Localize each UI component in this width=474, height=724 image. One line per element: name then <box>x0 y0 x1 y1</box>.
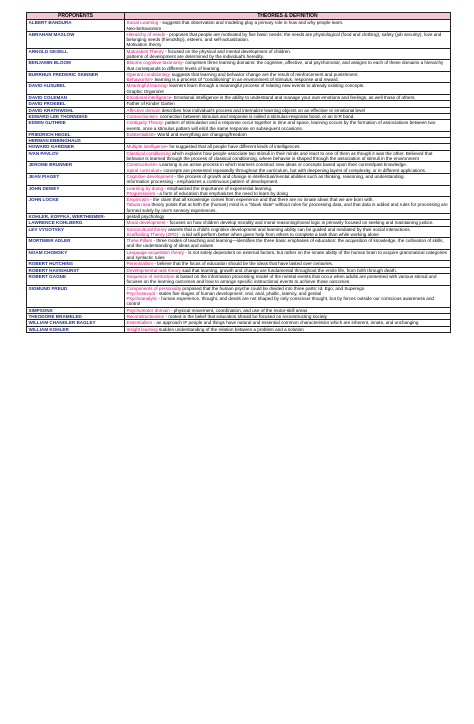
theory-line <box>127 314 449 319</box>
proponent-name: JEAN PIAGET <box>28 173 60 179</box>
theory-line <box>127 132 449 137</box>
proponent-name: EDWARD LEE THORNDIKE <box>28 113 88 119</box>
proponent-cell <box>27 60 125 72</box>
theory-name: Contiguity Theory <box>126 120 163 126</box>
proponent-name: ABRAHAM MASLOW <box>28 31 75 37</box>
theory-name: Multiple intelligence <box>126 144 167 150</box>
theory-name: Constructivism <box>126 162 157 168</box>
theory-cell <box>125 48 451 60</box>
table-row <box>27 273 451 285</box>
theory-definition: - comprises three learning domains: the cognitive, affective, and psychomotor, and assigns to each of these domains a hierarchy that corresponds to different levels of learning. <box>126 60 444 71</box>
theory-cell <box>125 83 451 95</box>
theory-definition: patterns of development are determined by the individual's heredity. <box>126 53 264 59</box>
proponent-name: BENJAMIN BLOOM <box>28 60 71 66</box>
theory-line <box>127 320 449 325</box>
theory-cell <box>125 95 451 101</box>
theory-name: Essentialism <box>126 320 153 326</box>
proponent-name: FRIEDRICH HEGEL <box>28 131 71 137</box>
theory-line <box>127 77 449 82</box>
theory-line <box>127 214 449 219</box>
table-header-row <box>27 13 451 20</box>
table-row <box>27 285 451 307</box>
theory-name: Behaviorism <box>126 77 152 83</box>
theory-name: Affective domain <box>126 107 161 113</box>
theory-line <box>127 274 449 285</box>
proponent-cell <box>27 48 125 60</box>
theory-definition: Motivation theory <box>126 42 162 48</box>
theory-definition: - focused on the physical and mental development of children. <box>163 48 292 54</box>
theory-definition: - suggests that learning and behavior change are the result of reinforcement and punishment. <box>168 71 359 77</box>
proponent-cell <box>27 238 125 250</box>
theory-line <box>127 108 449 113</box>
theory-definition: said that learning, growth and change are fundamental throughout the entire life, from birth through death. <box>180 267 397 273</box>
theory-definition: - the process of growth and change in intellectual/mental abilities such as thinking, reasoning, and understanding. <box>173 173 405 179</box>
proponent-name: BURRHUS FREDERIC SKINNER <box>28 71 99 77</box>
proponent-name: JOHN LOCKE <box>28 197 59 203</box>
theory-definition: - the claim that all knowledge comes from experience and that there are no innate ideas that we are born with. <box>148 197 374 203</box>
table-row <box>27 71 451 83</box>
theory-name: Psychosexual <box>126 290 155 296</box>
theory-cell <box>125 238 451 250</box>
proponents-header: PROPONENTS <box>27 13 125 20</box>
theory-definition: is based on the information processing model of the mental events that occur when adults are presented with various stimuli and focuses on the learning outcomes and how to arrange specific instructional events to achieve those outcomes. <box>126 273 437 285</box>
theory-cell <box>125 31 451 48</box>
proponent-name: DAVID AUSUBEL <box>28 83 66 89</box>
theory-name: Classical conditioning <box>126 150 171 156</box>
theory-definition: - a kid will perform better when given help from others to complete a task than while working alone <box>178 231 379 237</box>
theory-cell <box>125 162 451 174</box>
table-row <box>27 60 451 72</box>
theory-name: Blooms cognitive taxonomy <box>126 60 183 66</box>
document-page <box>26 12 450 333</box>
theory-definition: - Learning is an active process in which learners construct new ideas or concepts based upon their current/past knowledge. <box>156 162 408 168</box>
theory-line <box>127 120 449 131</box>
theory-definition: - emphasized the importance of experiential learning. <box>163 185 273 191</box>
table-row <box>27 238 451 250</box>
theory-definition: - human experience, thought, and deeds are not shaped by only conscious thought, but by forces outside our conscious awareness and control <box>126 296 434 307</box>
theory-line <box>127 151 449 162</box>
proponent-name: ALBERT BANDURA <box>28 20 72 26</box>
proponent-name: JOHN DEWEY <box>28 185 60 191</box>
proponent-name: MORTIMER ADLER <box>28 238 71 244</box>
theory-line <box>127 26 449 31</box>
proponent-cell <box>27 197 125 214</box>
theory-line <box>127 202 449 213</box>
theory-name: Three Pillars <box>126 238 153 244</box>
theory-definition: gestalt psychology <box>126 214 165 219</box>
theory-definition: - three modes of teaching and learning—identifies the three basic emphases of education: the acquisition of knowledge, the cultivation of skills, and the understanding of ideas and values <box>126 238 444 249</box>
theory-definition: - concepts are presented repeatedly throughout the curriculum, but with deepening layers of complexity, or in different applications. <box>160 167 427 173</box>
proponent-cell <box>27 326 125 332</box>
theory-definition: Information processing - emphasizes a continuous pattern of development. <box>126 179 279 185</box>
table-row <box>27 162 451 174</box>
theory-name: Meaningful learning <box>126 83 167 89</box>
theory-cell <box>125 150 451 162</box>
table-row <box>27 185 451 197</box>
proponent-name: WILLIAM KOHLER <box>28 326 69 332</box>
theory-cell <box>125 60 451 72</box>
table-row <box>27 83 451 95</box>
theory-definition: theory posits that at birth the (human) mind is a "blank slate" without rules for processing data, and that data is added and rules for processing are formed solely by one's sensory experiences. <box>126 202 448 213</box>
proponent-name: ROBERT HUTCHINS <box>28 261 73 267</box>
theory-definition: - pattern of stimulation and a response occur together in time and space, learning occurs by the formation of associations between two events, once a stimulus pattern will elicit the same response on subsequent occasions. <box>126 120 436 131</box>
proponent-cell <box>27 273 125 285</box>
theory-definition: - World and everything are changing/freedom <box>154 131 247 137</box>
theory-definition: - a form of education that emphasizes the need to learn by doing <box>155 190 288 196</box>
theory-line <box>127 268 449 273</box>
table-row <box>27 31 451 48</box>
proponent-cell <box>27 83 125 95</box>
proponent-name: SIGMUND FREUD <box>28 285 68 291</box>
theory-line <box>127 327 449 332</box>
theory-line <box>127 168 449 173</box>
theory-line <box>127 250 449 261</box>
theory-line <box>127 296 449 307</box>
table-row <box>27 150 451 162</box>
proponent-name: LEV VYGOTSKY <box>28 226 65 232</box>
proponent-name: IVAN PAVLOV <box>28 150 59 156</box>
theory-name: Sociocultural theory <box>126 226 167 232</box>
theory-cell <box>125 249 451 261</box>
proponent-name: JEROME BRUNNER <box>28 162 73 168</box>
theory-line <box>127 101 449 106</box>
theory-line <box>127 308 449 313</box>
theory-cell <box>125 20 451 32</box>
table-row <box>27 326 451 332</box>
theory-name: Psychomotor domain <box>126 307 170 313</box>
theory-name: Empiricism <box>126 197 149 203</box>
table-row <box>27 48 451 60</box>
theory-definition: - states five stages of human development: oral, anal, phallic, latency, and genital <box>154 290 322 296</box>
theory-definition: - he suggested that all people have different kinds of intelligences <box>166 144 300 150</box>
theory-line <box>127 144 449 149</box>
theory-line <box>127 54 449 59</box>
proponent-name: KOHLER, KOFFKA, WERTHEIMER- <box>28 214 106 219</box>
table-body <box>27 20 451 333</box>
theory-definition: asserts that a child's cognitive development and learning ability can be guided and mediated by their social interactions. <box>166 226 411 232</box>
theory-line <box>127 89 449 94</box>
proponent-cell <box>27 162 125 174</box>
theory-name: Sequence of instruction <box>126 273 175 279</box>
theories-header: THEORIES & DEFINITION <box>125 13 451 20</box>
theory-definition: sudden understanding of the relation between a problem and a solution <box>157 326 304 332</box>
theory-line <box>127 179 449 184</box>
theory-name: Connectionism <box>126 113 157 119</box>
proponent-name: DAVID COLEMAN <box>28 95 67 101</box>
theory-definition: Neo-behaviorism <box>126 25 162 31</box>
proponents-theories-table <box>26 12 451 333</box>
theory-name: Spiral curriculum <box>126 167 161 173</box>
proponent-name: DAVID FROEBEL <box>28 101 66 107</box>
theory-definition: - is not solely dependent on external factors, but rather on the innate ability of the human brain to acquire grammatical categories and syntactic rules <box>126 249 447 261</box>
theory-name: Emotional intelligence <box>126 95 172 101</box>
proponent-name: SIMPSONS <box>28 307 53 313</box>
theory-cell <box>125 285 451 307</box>
theory-name: Cognitive development <box>126 173 174 179</box>
proponent-name: ROBERT GAGNE <box>28 273 67 279</box>
proponent-cell <box>27 226 125 238</box>
theory-definition: - connection between stimulus and response is called a stimulus-response bond, or an S-R bond. <box>156 113 355 119</box>
table-row <box>27 320 451 326</box>
theory-definition: - believe that the focus of education should be the ideas that have lasted over centuries. <box>153 261 334 267</box>
theory-name: Tabula rasa <box>126 202 151 208</box>
proponent-cell <box>27 173 125 185</box>
proponent-cell <box>27 31 125 48</box>
theory-definition: Father of Kinder Garten <box>126 101 175 107</box>
proponent-name: ARNOLD GESELL <box>28 48 68 54</box>
table-row <box>27 20 451 32</box>
proponent-name: WILLIAM CHANDLER BAGLEY <box>28 320 96 326</box>
proponent-name: LAWRENCE KOHLBERG <box>28 220 83 226</box>
theory-cell <box>125 220 451 226</box>
theory-line <box>127 95 449 100</box>
theory-name: Reconstructionism <box>126 314 165 320</box>
proponent-name: EDWIN GUTHRIE <box>28 120 66 126</box>
theory-name: Social Learning <box>126 20 159 26</box>
theory-definition: - learning is a process of "conditioning" in an environment of stimulus, response and reward. <box>151 77 339 83</box>
table-row <box>27 249 451 261</box>
theory-name: Maturation Theory <box>126 48 164 54</box>
table-row <box>27 197 451 214</box>
theory-cell <box>125 185 451 197</box>
theory-definition: - an approach IF people and things have natural and essential common characteristics which are inherent, innate, and unchanging <box>152 320 419 326</box>
theory-definition: - rooted in the belief that education should be focused on reconstructing society <box>164 314 327 320</box>
theory-definition: Graphic Organizer <box>126 88 165 94</box>
proponent-cell <box>27 20 125 32</box>
theory-cell <box>125 173 451 185</box>
table-row <box>27 226 451 238</box>
theory-cell <box>125 226 451 238</box>
theory-line <box>127 60 449 71</box>
proponent-name: HERMAN EBBINGHAUS <box>28 138 81 144</box>
proponent-cell <box>27 150 125 162</box>
theory-name: Progressivism <box>126 190 156 196</box>
theory-cell <box>125 326 451 332</box>
theory-name: Psychoanalytic <box>126 296 158 302</box>
proponent-name: THEODORE BRAMELED <box>28 314 82 320</box>
proponent-cell <box>27 249 125 261</box>
theory-name: Moral development <box>126 220 166 226</box>
theory-name: Insight learning <box>126 326 158 332</box>
theory-definition: - Emotional intelligence is the ability to understand and manage your own emotions and feelings, as well those of others. <box>171 95 416 101</box>
theory-line <box>127 232 449 237</box>
theory-definition: - learners learn through a meaningful process of relating new events to already existing concepts. <box>166 83 365 89</box>
theory-name: Developmental task theory <box>126 267 181 273</box>
proponent-name: HOWARD GARDNER <box>28 144 74 150</box>
theory-cell <box>125 273 451 285</box>
proponent-cell <box>27 120 125 132</box>
theory-line <box>127 220 449 225</box>
table-row <box>27 173 451 185</box>
theory-definition: which explains how people associate two stimuli in their minds and react to one of them as though it was the other. Believed that behavior is learned through the process of classical conditioning, where behavior is shaped through the association of stimuli in the environment <box>126 150 433 162</box>
proponent-cell <box>27 185 125 197</box>
proponent-cell <box>27 285 125 307</box>
theory-line <box>127 191 449 196</box>
theory-name: Language acquisition theory <box>126 249 184 255</box>
theory-cell <box>125 120 451 132</box>
proponent-name: ROBERT HAVIGHURST <box>28 267 80 273</box>
proponent-cell <box>27 71 125 83</box>
theory-name: Learning by doing <box>126 185 164 191</box>
theory-name: Perennialism <box>126 261 154 267</box>
theory-definition: describes how individual's process and internalize learning objects on an effective or emotional level <box>160 107 365 113</box>
theory-definition: - physical movement, coordination, and use of the motor-skill areas <box>169 307 308 313</box>
theory-definition: - suggests that observation and modeling play a primary role in how and why people learn. <box>158 20 344 26</box>
theory-cell <box>125 197 451 214</box>
theory-line <box>127 32 449 43</box>
proponent-name: NOAM CHOMSKY <box>28 249 68 255</box>
theory-name: Scaffolding Theory (ZPD) <box>126 231 179 237</box>
theory-definition: - proposes that people are motivated by five basic needs: the needs are physiological (food and clothing), safety (job security), love and belonging needs (friendship), esteem, and self-actualization. <box>126 31 442 43</box>
theory-definition: - focuses on how children develop morality and moral reasoning/moral logic is primarily focused on seeking and maintaining justice. <box>165 220 434 226</box>
theory-line <box>127 238 449 249</box>
table-row <box>27 120 451 132</box>
theory-line <box>127 42 449 47</box>
theory-cell <box>125 320 451 326</box>
theory-line <box>127 114 449 119</box>
proponent-name: DAVID KRATHWOHL <box>28 107 74 113</box>
theory-cell <box>125 71 451 83</box>
theory-line <box>127 261 449 266</box>
theory-name: Existentialism <box>126 131 155 137</box>
theory-name: Components of personality <box>126 285 182 291</box>
theory-name: Operant conditioning <box>126 71 169 77</box>
theory-definition: proposed that the human psyche could be divided into three parts: Id, Ego, and Superego <box>181 285 365 291</box>
theory-name: Hierarchy of needs <box>126 31 166 37</box>
